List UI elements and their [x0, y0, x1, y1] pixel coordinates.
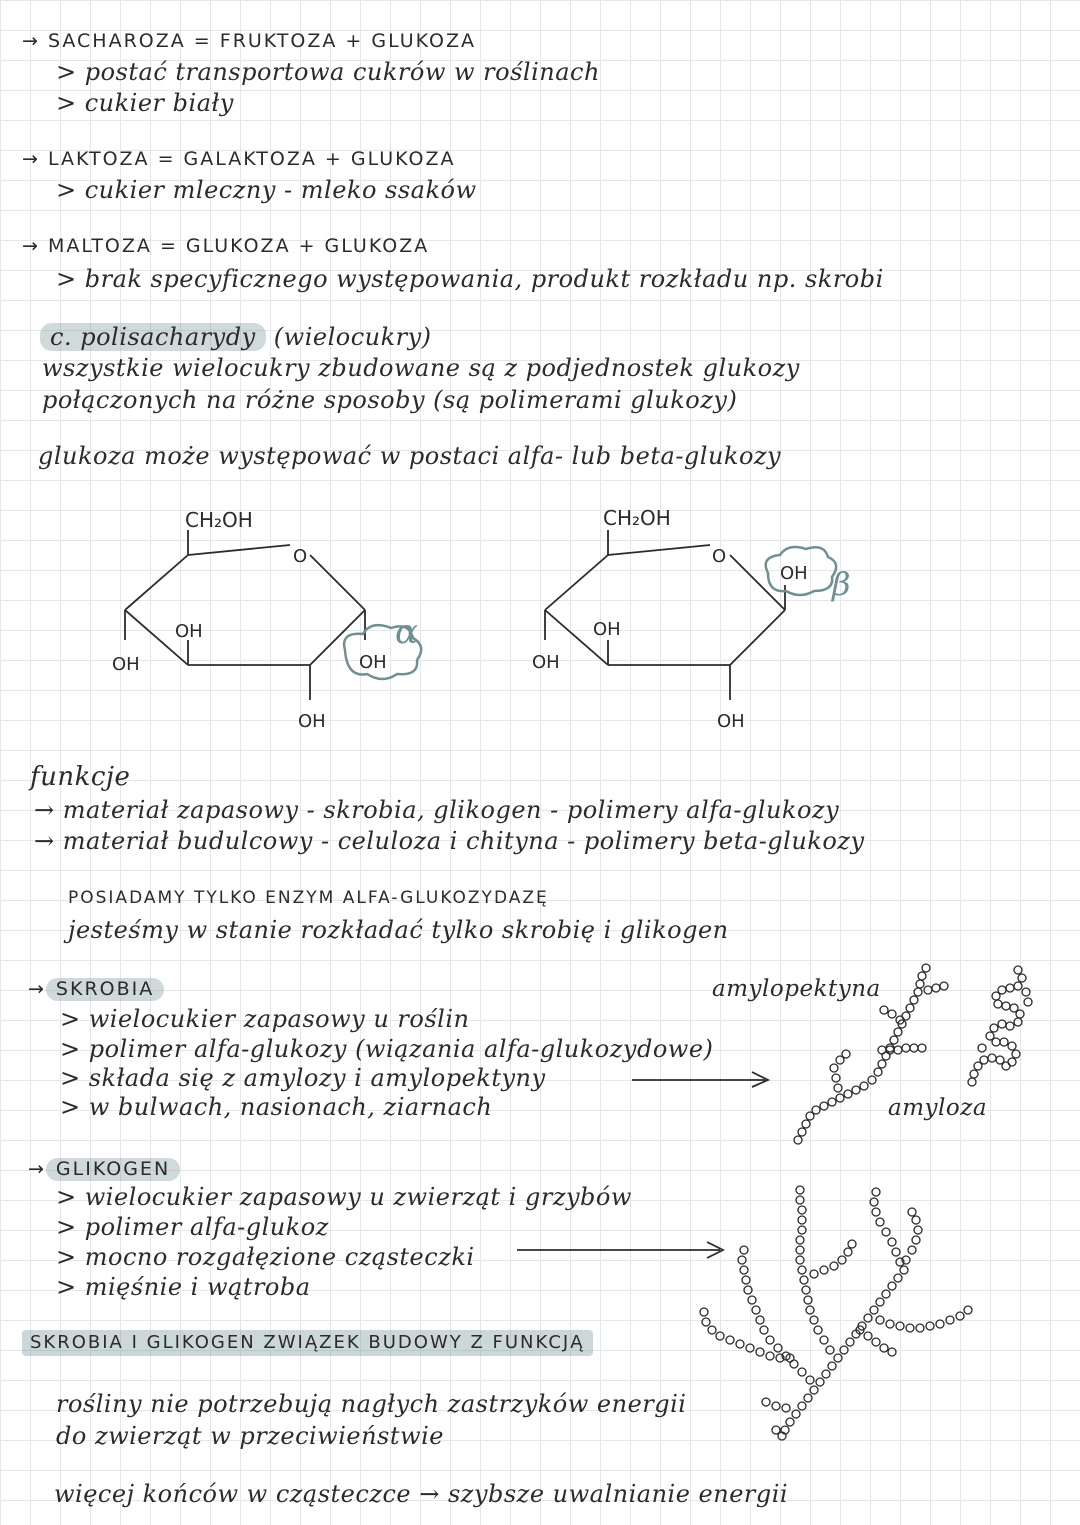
anomeric-oh-highlight [766, 547, 836, 595]
starch-line-3: > składa się z amylozy i amylopektyny [60, 1064, 546, 1092]
ch2oh-label: CH₂OH [185, 508, 253, 532]
structure-function-heading: SKROBIA I GLIKOGEN ZWIĄZEK BUDOWY Z FUNKCJĄ [22, 1330, 593, 1356]
polysaccharides-heading: c. polisacharydy [40, 323, 266, 351]
arrow-icon: → [22, 148, 48, 170]
oh-label: OH [593, 619, 621, 640]
sucrose-line-1: > postać transportowa cukrów w roślinach [56, 58, 600, 86]
oh-label: OH [717, 711, 745, 732]
oh-label: OH [532, 652, 560, 673]
amylopectin-sketch [780, 960, 950, 1150]
maltose-title: → MALTOZA = GLUKOZA + GLUKOZA [22, 235, 430, 257]
ch2oh-label: CH₂OH [603, 506, 671, 530]
glycogen-sketch [690, 1180, 980, 1440]
ring-oxygen-label: O [712, 546, 727, 567]
polysaccharides-line-2: połączonych na różne sposoby (są polimerami glukozy) [42, 386, 738, 414]
oh-label: OH [112, 654, 140, 675]
oh-label: OH [298, 711, 326, 732]
sucrose-line-2: > cukier biały [56, 89, 234, 117]
amylose-label: amyloza [888, 1095, 988, 1121]
glucose-forms-line: glukoza może występować w postaci alfa- lub beta-glukozy [38, 442, 782, 470]
enzyme-line: jesteśmy w stanie rozkładać tylko skrobię i glikogen [68, 916, 729, 944]
enzyme-caps-line: POSIADAMY TYLKO ENZYM ALFA-GLUKOZYDAZĘ [68, 888, 549, 908]
starch-line-2: > polimer alfa-glukozy (wiązania alfa-glukozydowe) [60, 1035, 714, 1063]
alpha-glucose-structure [100, 495, 440, 745]
polysaccharides-heading-note: (wielocukry) [273, 323, 432, 351]
arrow-icon: → [22, 30, 48, 52]
glycogen-line-2: > polimer alfa-glukoz [56, 1213, 329, 1241]
arrow-icon: → [22, 235, 48, 257]
structure-function-final-line: więcej końców w cząsteczce → szybsze uwalnianie energii [54, 1480, 789, 1508]
starch-arrow-icon [630, 1068, 780, 1088]
arrow-icon: → [28, 978, 46, 1000]
beta-glucose-structure [520, 495, 880, 745]
polysaccharides-heading-row [40, 323, 432, 351]
maltose-line-1: > brak specyficznego występowania, produkt rozkładu np. skrobi [56, 265, 884, 293]
glycogen-heading: GLIKOGEN [46, 1158, 180, 1181]
glycogen-line-4: > mięśnie i wątroba [56, 1273, 311, 1301]
amylose-sketch [960, 962, 1040, 1092]
lactose-title: → LAKTOZA = GALAKTOZA + GLUKOZA [22, 148, 456, 170]
anomeric-oh-label: OH [780, 563, 808, 584]
polysaccharides-line-1: wszystkie wielocukry zbudowane są z podjednostek glukozy [42, 354, 800, 382]
arrow-icon: → [28, 1158, 46, 1180]
glycogen-heading-row [28, 1158, 180, 1181]
functions-line-2: → materiał budulcowy - celuloza i chityna - polimery beta-glukozy [34, 827, 865, 855]
starch-heading-row [28, 978, 164, 1001]
anomeric-oh-label: OH [359, 652, 387, 673]
lactose-line-1: > cukier mleczny - mleko ssaków [56, 176, 477, 204]
beta-symbol: β [832, 565, 851, 603]
amylopectin-label: amylopektyna [712, 976, 881, 1002]
structure-function-line-1: rośliny nie potrzebują nagłych zastrzyków energii [56, 1390, 687, 1418]
glycogen-line-1: > wielocukier zapasowy u zwierząt i grzybów [56, 1183, 632, 1211]
functions-line-1: → materiał zapasowy - skrobia, glikogen - polimery alfa-glukozy [34, 796, 840, 824]
sucrose-title: → SACHAROZA = FRUKTOZA + GLUKOZA [22, 30, 477, 52]
structure-function-heading-row [22, 1330, 593, 1356]
glycogen-line-3: > mocno rozgałęzione cząsteczki [56, 1243, 475, 1271]
structure-function-line-2: do zwierząt w przeciwieństwie [56, 1422, 444, 1450]
ring-oxygen-label: O [293, 546, 308, 567]
oh-label: OH [175, 621, 203, 642]
functions-heading: funkcje [30, 762, 131, 792]
alpha-symbol: α [395, 612, 418, 652]
starch-line-4: > w bulwach, nasionach, ziarnach [60, 1093, 493, 1121]
starch-heading: SKROBIA [46, 978, 164, 1001]
starch-line-1: > wielocukier zapasowy u roślin [60, 1005, 470, 1033]
